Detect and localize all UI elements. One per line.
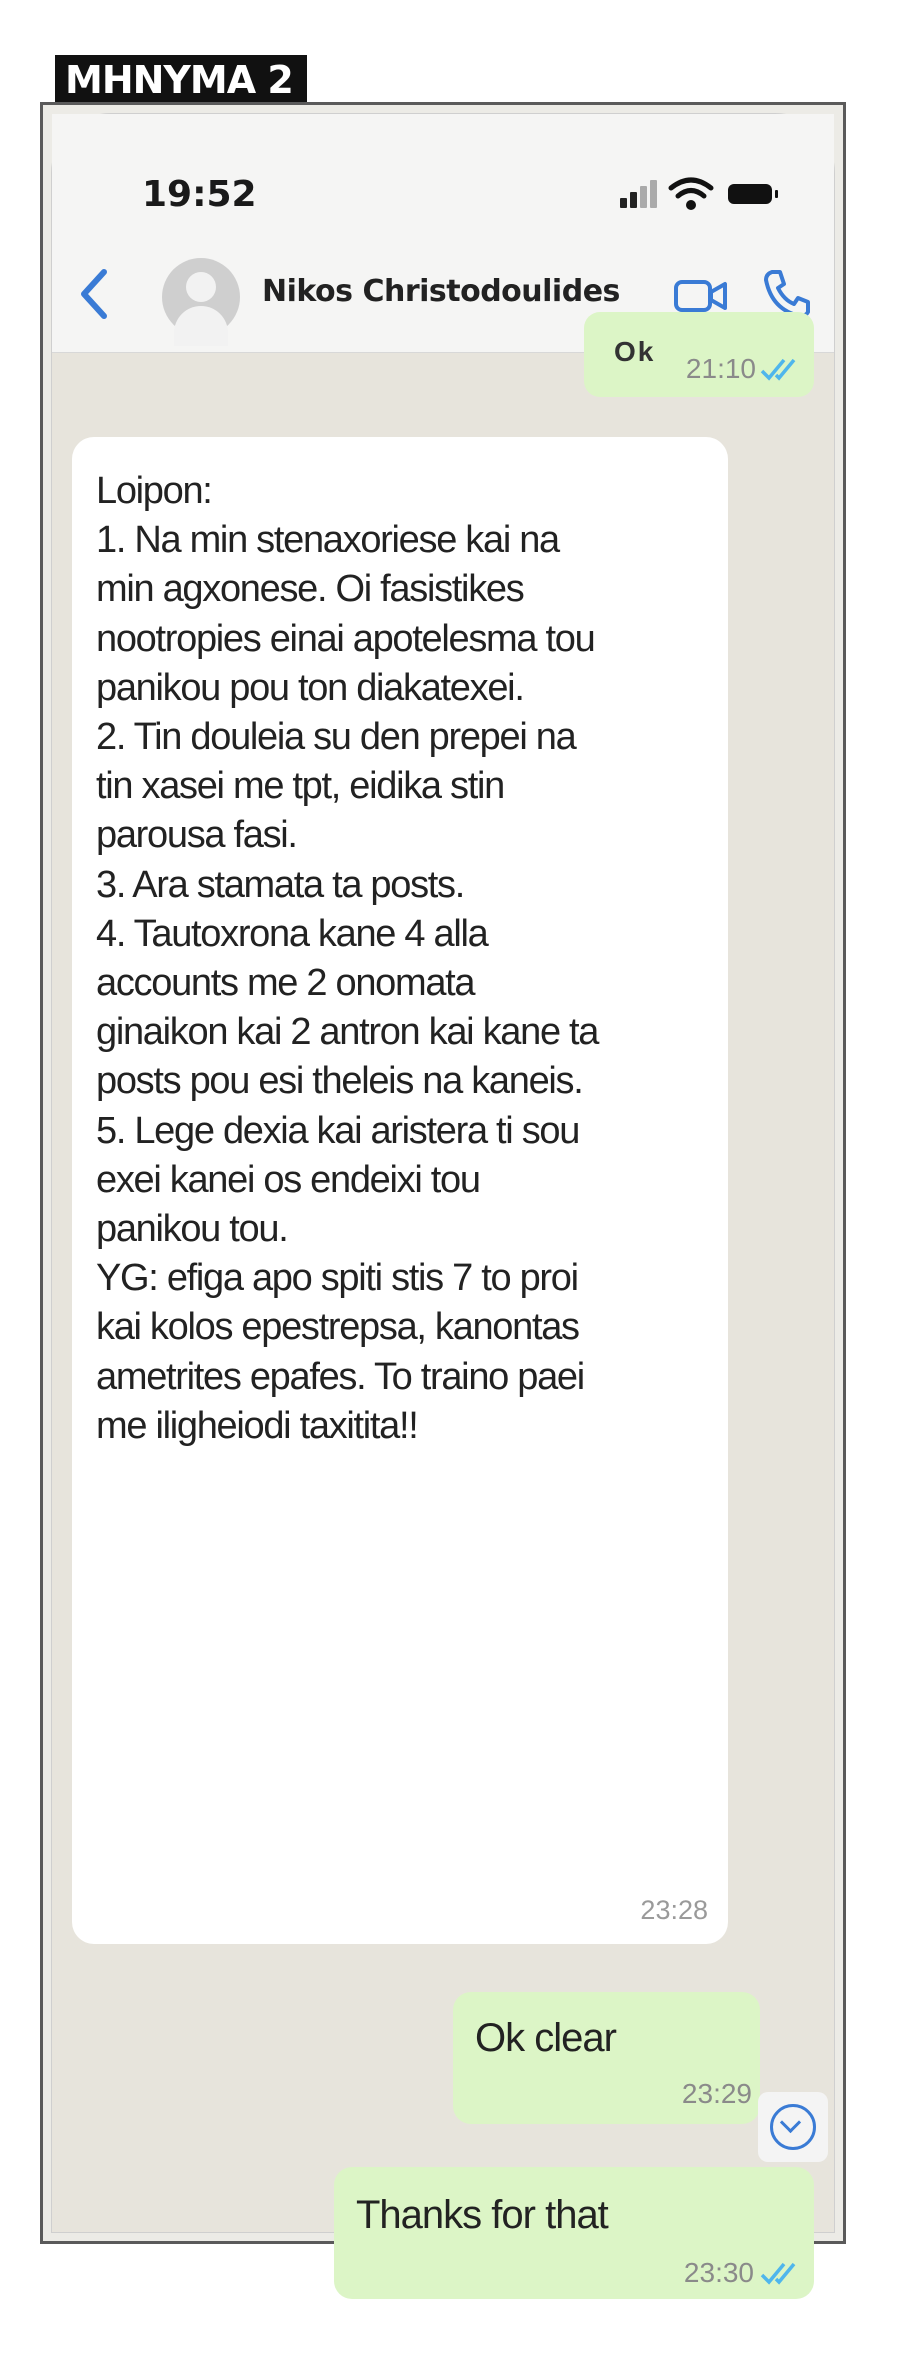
status-bar — [52, 114, 834, 244]
signal-icon — [620, 198, 627, 208]
message-line: accounts me 2 onomata — [96, 962, 475, 1005]
status-icons — [616, 174, 776, 214]
message-timestamp: 23:29 — [681, 2078, 752, 2109]
article-caption-label: MHNYMA 2 — [55, 55, 307, 107]
message-text: Thanks for that — [356, 2193, 608, 2237]
message-line: Loipon: — [96, 470, 212, 512]
avatar[interactable] — [162, 258, 240, 336]
message-line: me iligheiodi taxitita!! — [96, 1404, 418, 1447]
message-line: min agxonese. Oi fasistikes — [96, 568, 524, 611]
contact-name[interactable]: Nikos Christodoulides — [262, 274, 620, 309]
message-line: posts pou esi theleis na kaneis. — [96, 1060, 583, 1103]
message-timestamp: 23:30 — [683, 2257, 754, 2288]
message-line: panikou pou ton diakatexei. — [96, 666, 524, 709]
message-line: ginaikon kai 2 antron kai kane ta — [96, 1011, 599, 1054]
message-line: tin xasei me tpt, eidika stin — [96, 765, 504, 808]
whatsapp-chat-screen — [51, 113, 835, 2288]
message-line: 3. Ara stamata ta posts. — [96, 863, 465, 906]
status-time: 19:52 — [142, 174, 257, 215]
message-text: Ok — [614, 336, 656, 367]
message-timestamp: 21:10 — [685, 353, 756, 384]
message-line: kai kolos epestrepsa, kanontas — [96, 1306, 579, 1349]
outgoing-message — [453, 1992, 760, 2124]
message-line: ametrites epafes. To traino paei — [96, 1355, 584, 1398]
back-chevron-icon[interactable] — [74, 264, 114, 324]
message-line: YG: efiga apo spiti stis 7 to proi — [96, 1257, 578, 1300]
message-line: panikou tou. — [96, 1208, 288, 1251]
message-line: 5. Lege dexia kai aristera ti sou — [96, 1109, 580, 1152]
outgoing-message-partial — [584, 312, 814, 397]
read-receipt-icon — [760, 357, 802, 381]
message-line: parousa fasi. — [96, 814, 297, 857]
battery-icon — [728, 184, 772, 204]
message-list — [52, 336, 834, 2288]
read-receipt-icon — [760, 2261, 802, 2285]
signal-bar — [630, 192, 637, 208]
message-line: nootropies einai apotelesma tou — [96, 617, 595, 660]
incoming-message — [72, 437, 728, 1944]
message-text: Ok clear — [475, 2016, 616, 2060]
scroll-down-button[interactable] — [758, 2092, 828, 2162]
message-line: 4. Tautoxrona kane 4 alla — [96, 912, 488, 955]
signal-bar — [640, 186, 647, 208]
signal-bar — [650, 180, 657, 208]
message-line: exei kanei os endeixi tou — [96, 1158, 480, 1201]
message-timestamp: 23:28 — [640, 1895, 708, 1925]
message-line: 1. Na min stenaxoriese kai na — [96, 519, 559, 562]
outgoing-message — [334, 2167, 814, 2299]
phone-screenshot-frame — [40, 102, 846, 2288]
message-line: 2. Tin douleia su den prepei na — [96, 716, 576, 759]
wifi-icon — [668, 176, 714, 212]
